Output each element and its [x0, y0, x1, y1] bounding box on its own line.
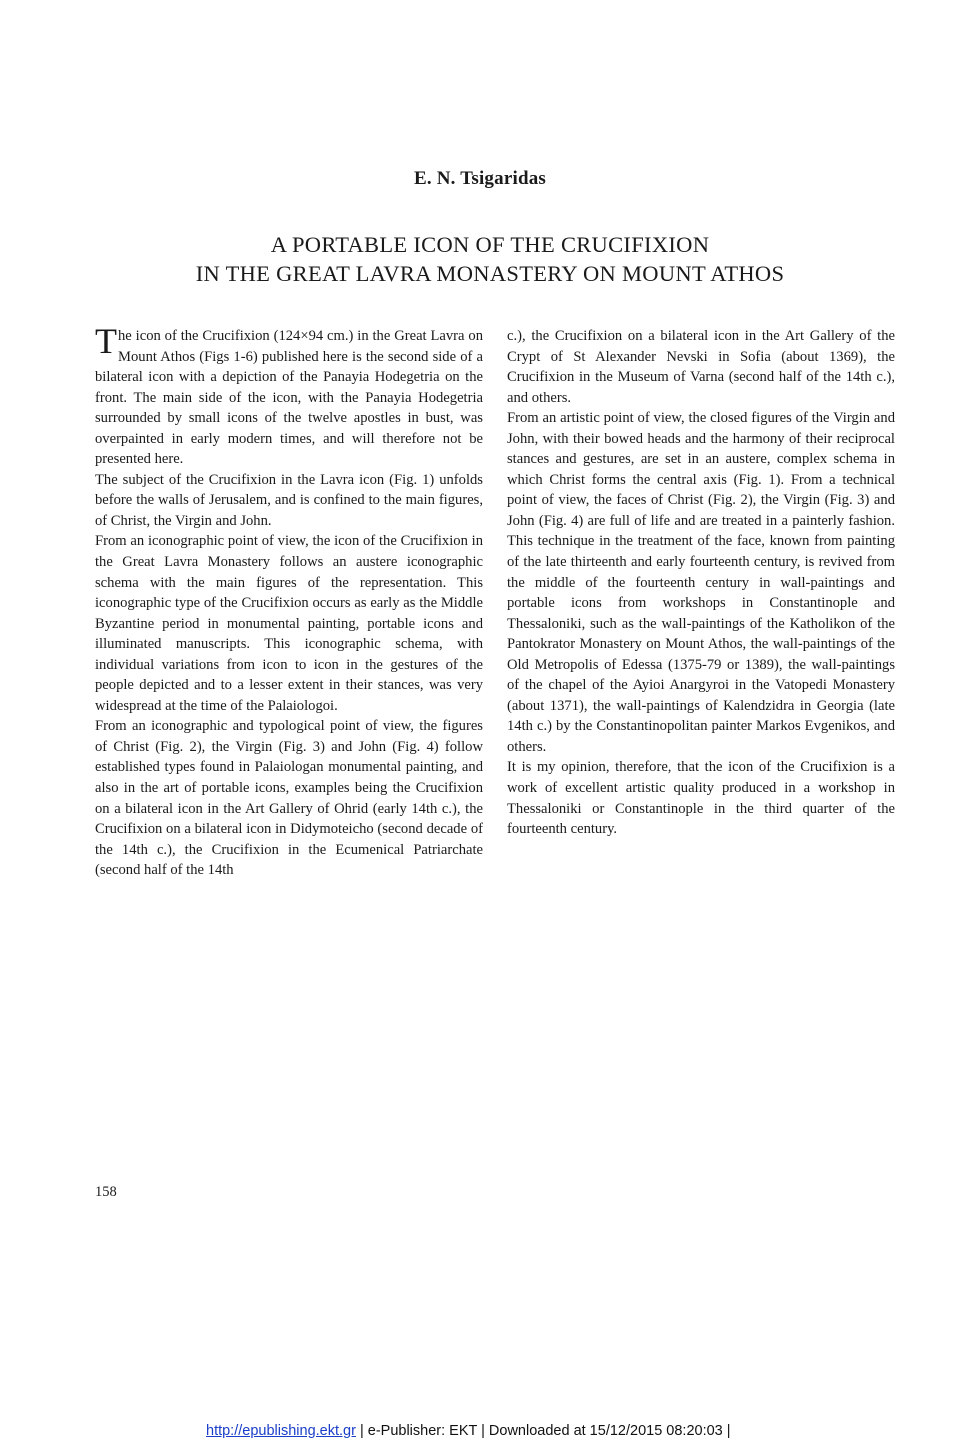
paragraph: From an iconographic point of view, the icon of the Crucifixion in the Great Lavra Monastery follows an austere iconographic schema with the main figures of the representation. This iconographic type of the Crucifixion occurs as early as the Middle Byzantine period in monumental painting, portable icons and illuminated manuscripts. This iconographic schema, with individual variations from icon to icon in the gestures of the people depicted and to a lesser extent in their stances, was very widespread at the time of the Palaiologoi.	[95, 533, 483, 714]
left-column	[95, 321, 483, 881]
paragraph: From an artistic point of view, the closed figures of the Virgin and John, with their bowed heads and the harmony of their reciprocal stances and gestures, are set in an austere, complex schema in which Christ forms the central axis (Fig. 1). From a technical point of view, the faces of Christ (Fig. 2), the Virgin (Fig. 3) and John (Fig. 4) are full of life and are treated in a painterly fashion. This technique in the treatment of the face, known from painting of the late thirteenth and early fourteenth century, is revived from the middle of the fourteenth century in wall-paintings and portable icons from workshops in Constantinople and Thessaloniki, such as the wall-paintings of the Katholikon of the Pantokrator Monastery on Mount Athos, the wall-paintings of the Old Metropolis of Edessa (1375-79 or 1389), the wall-paintings of the chapel of the Ayioi Anargyroi in the Vatopedi Monastery (about 1371), the wall-paintings of Kalendzidra in Georgia (late 14th c.) by the Constantinopolitan painter Markos Evgenikos, and others.	[507, 410, 895, 755]
footer-info: | e-Publisher: EKT | Downloaded at 15/12/2015 08:20:03 |	[355, 1423, 731, 1439]
drop-cap: T	[95, 321, 117, 361]
right-column	[507, 326, 895, 840]
download-footer	[206, 1423, 731, 1439]
paragraph: c.), the Crucifixion on a bilateral icon in the Art Gallery of the Crypt of St Alexander Nevski in Sofia (about 1369), the Crucifixion in the Museum of Varna (second half of the 14th c.), and others.	[507, 328, 895, 406]
title-line-1: A PORTABLE ICON OF THE CRUCIFIXION	[270, 232, 710, 257]
paragraph: It is my opinion, therefore, that the icon of the Crucifixion is a work of excellent artistic quality produced in a workshop in Thessaloniki or Constantinople in the third quarter of the fourteenth century.	[507, 759, 895, 838]
article-title	[0, 230, 960, 288]
author-name: E. N. Tsigaridas	[413, 168, 547, 189]
paragraph: From an iconographic and typological point of view, the figures of Christ (Fig. 2), the Virgin (Fig. 3) and John (Fig. 4) follow established types found in Palaiologan monumental painting, and also in the art of portable icons, examples being the Crucifixion on a bilateral icon in the Art Gallery of Ohrid (early 14th c.), the Crucifixion on a bilateral icon in Didymoteicho (second decade of the 14th c.), the Crucifixion in the Ecumenical Patriarchate (second half of the 14th	[95, 718, 483, 879]
page-number: 158	[95, 1184, 117, 1200]
paragraph	[95, 321, 483, 470]
publisher-link[interactable]: http://epublishing.ekt.gr	[206, 1423, 356, 1439]
paragraph-text: he icon of the Crucifixion (124×94 cm.) in the Great Lavra on Mount Athos (Figs 1-6) published here is the second side of a bilateral icon with a depiction of the Panayia Hodegetria on the front. The main side of the icon, with the Panayia Hodegetria surrounded by small icons of the twelve apostles in bust, was overpainted in early modern times, and will therefore not be presented here.	[95, 328, 483, 468]
title-line-2: IN THE GREAT LAVRA MONASTERY ON MOUNT ATHOS	[195, 261, 785, 286]
paragraph: The subject of the Crucifixion in the Lavra icon (Fig. 1) unfolds before the walls of Jerusalem, and is confined to the main figures, of Christ, the Virgin and John.	[95, 471, 483, 529]
